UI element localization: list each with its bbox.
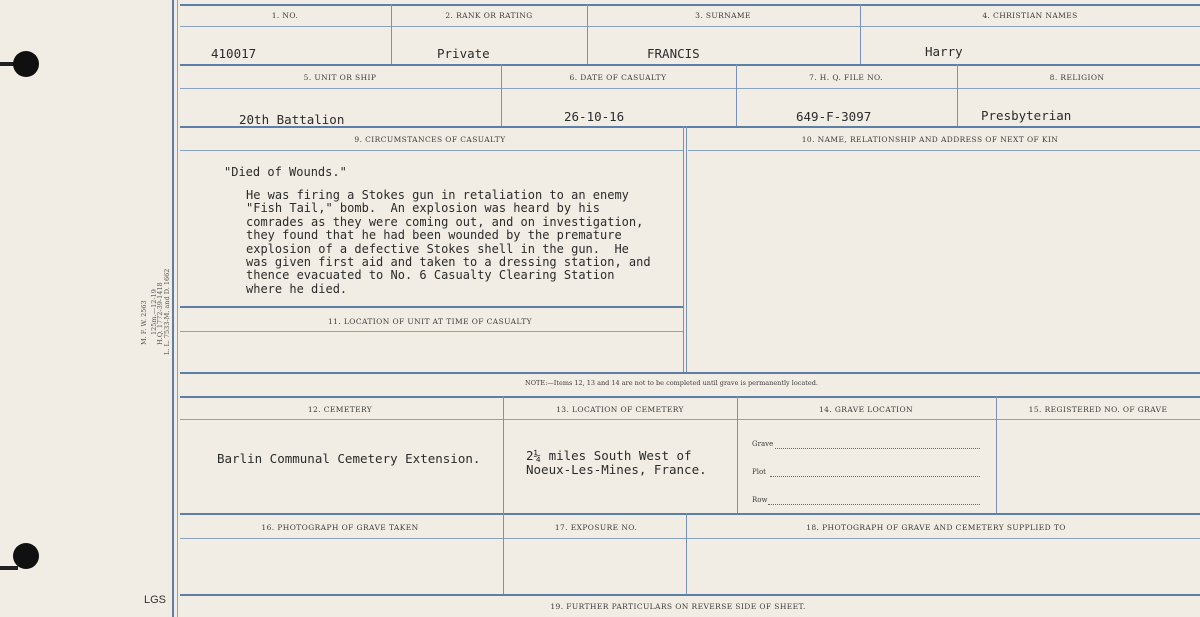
form-print-code: M. F. W. 2563 xyxy=(140,300,148,345)
grave-label: Grave xyxy=(752,440,774,448)
grave-dotted-line xyxy=(775,448,980,449)
header-location-of-unit: 11. LOCATION OF UNIT AT TIME OF CASUALTY xyxy=(328,317,532,326)
religion-value: Presbyterian xyxy=(981,108,1072,123)
header-photograph-supplied: 18. PHOTOGRAPH OF GRAVE AND CEMETERY SUPPLIED TO xyxy=(806,523,1066,532)
rule xyxy=(180,538,1200,539)
surname-value: FRANCIS xyxy=(647,46,700,61)
header-cemetery: 12. CEMETERY xyxy=(307,405,373,414)
plot-label: Plot xyxy=(752,468,766,476)
rule xyxy=(736,64,737,126)
form-print-code: L. L. 7533-M. and D. 1662 xyxy=(163,268,171,355)
rule xyxy=(860,4,861,64)
rule xyxy=(503,513,504,594)
rule xyxy=(391,4,392,64)
archive-stamp: LGS xyxy=(144,594,167,606)
margin-line xyxy=(172,0,174,617)
rule xyxy=(996,396,997,513)
form-print-code: H.Q. 1772-39-1418 xyxy=(156,282,164,345)
rule xyxy=(587,4,588,64)
row-label: Row xyxy=(752,496,768,504)
rule xyxy=(180,372,1200,374)
completion-note: NOTE:—Items 12, 13 and 14 are not to be completed until grave is permanently located. xyxy=(525,379,818,387)
header-date: 6. DATE OF CASUALTY xyxy=(569,73,667,82)
binder-hole-bottom xyxy=(13,543,39,569)
header-hq-file: 7. H. Q. FILE NO. xyxy=(809,73,883,82)
rule xyxy=(737,396,738,513)
unit-value: 20th Battalion xyxy=(239,112,345,127)
header-no: 1. NO. xyxy=(271,11,299,20)
cemetery-location-line2: Noeux-Les-Mines, France. xyxy=(526,462,707,477)
hq-file-value: 649-F-3097 xyxy=(796,109,872,124)
header-rank: 2. RANK OR RATING xyxy=(445,11,533,20)
rule xyxy=(686,513,687,594)
rule xyxy=(957,64,958,126)
header-exposure: 17. EXPOSURE NO. xyxy=(554,523,638,532)
form-print-code: 125m.—12-19 xyxy=(150,289,158,335)
circumstances-body: He was firing a Stokes gun in retaliation to an enemy "Fish Tail," bomb. An explosion was heard by his comrades as they were coming out, and on investigation, they found that he had been wounded by the premature explosion of a defective Stokes shell in the gun. He was given first aid and taken to a dressing station, and thence evacuated to No. 6 Casualty Clearing Station where he died. xyxy=(246,188,651,296)
header-photograph: 16. PHOTOGRAPH OF GRAVE TAKEN xyxy=(261,523,419,532)
header-circumstances: 9. CIRCUMSTANCES OF CASUALTY xyxy=(354,135,506,144)
date-of-casualty-value: 26-10-16 xyxy=(564,109,625,124)
footer-further-particulars: 19. FURTHER PARTICULARS ON REVERSE SIDE OF SHEET. xyxy=(550,602,806,611)
rank-value: Private xyxy=(437,46,490,61)
rule xyxy=(180,594,1200,596)
header-surname: 3. SURNAME xyxy=(695,11,751,20)
rule xyxy=(686,126,687,372)
rule xyxy=(180,396,1200,398)
header-registered-no: 15. REGISTERED NO. OF GRAVE xyxy=(1028,405,1168,414)
row-dotted-line xyxy=(768,504,980,505)
rule xyxy=(688,150,1200,151)
service-number: 410017 xyxy=(211,46,257,61)
header-grave-location: 14. GRAVE LOCATION xyxy=(818,405,914,414)
rule xyxy=(180,419,1200,420)
header-christian-names: 4. CHRISTIAN NAMES xyxy=(982,11,1078,20)
rule xyxy=(180,4,1200,6)
rule xyxy=(503,396,504,513)
rule xyxy=(180,88,1200,89)
rule xyxy=(180,513,1200,515)
plot-dotted-line xyxy=(770,476,980,477)
rule xyxy=(180,64,1200,66)
rule xyxy=(180,306,683,308)
rule xyxy=(180,26,1200,27)
rule xyxy=(180,150,683,151)
header-religion: 8. RELIGION xyxy=(1049,73,1105,82)
cemetery-location-line1: 2¼ miles South West of xyxy=(526,448,692,463)
margin-line xyxy=(177,0,178,617)
christian-names-value: Harry xyxy=(925,44,963,59)
circumstances-title: "Died of Wounds." xyxy=(224,165,347,179)
header-unit: 5. UNIT OR SHIP xyxy=(303,73,377,82)
cemetery-value: Barlin Communal Cemetery Extension. xyxy=(217,451,481,466)
binder-hole-top xyxy=(13,51,39,77)
rule xyxy=(180,331,683,332)
header-next-of-kin: 10. NAME, RELATIONSHIP AND ADDRESS OF NEXT OF KIN xyxy=(801,135,1059,144)
header-location-of-cemetery: 13. LOCATION OF CEMETERY xyxy=(556,405,684,414)
binder-hole-tail xyxy=(0,566,18,570)
rule xyxy=(501,64,502,126)
